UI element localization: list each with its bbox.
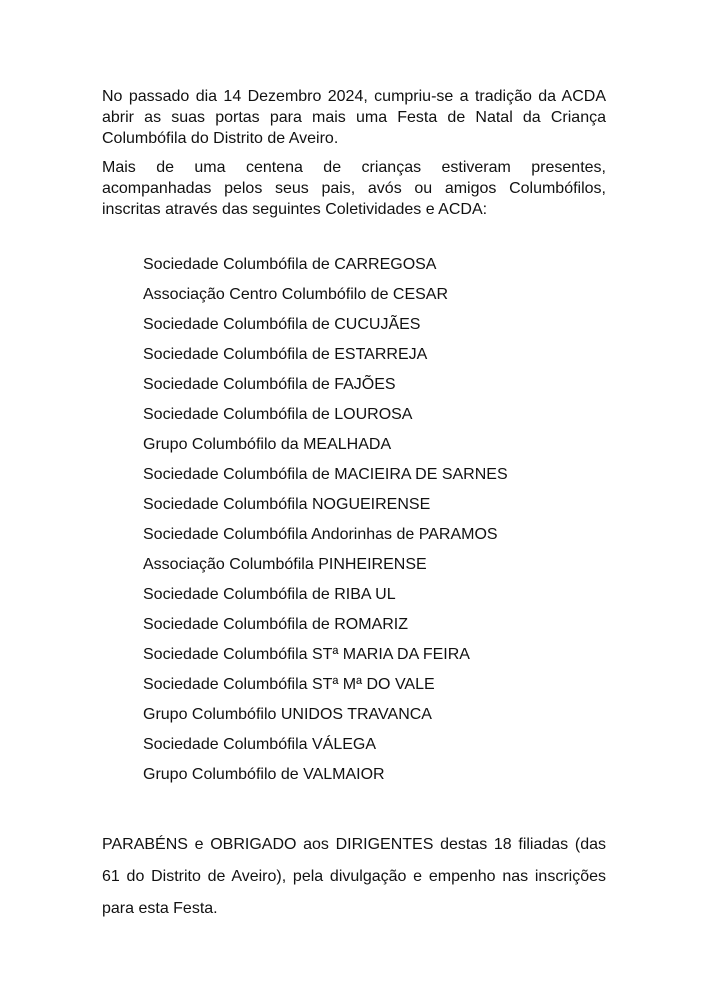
attendance-paragraph: Mais de uma centena de crianças estiveram presentes, acompanhadas pelos seus pais, avós ou amigos Columbófilos, inscritas através das seguintes Coletividades e ACDA: [102,159,606,218]
clubs-list [143,255,508,795]
list-item: Sociedade Columbófila de RIBA UL [143,586,396,603]
list-item: Grupo Columbófilo de VALMAIOR [143,766,385,783]
closing-paragraph: PARABÉNS e OBRIGADO aos DIRIGENTES destas 18 filiadas (das 61 do Distrito de Aveiro), pela divulgação e empenho nas inscrições para esta Festa. [102,836,606,917]
list-item: Sociedade Columbófila VÁLEGA [143,736,377,753]
list-item: Sociedade Columbófila de ESTARREJA [143,346,428,363]
list-item: Sociedade Columbófila de FAJÕES [143,376,396,393]
list-item: Associação Centro Columbófilo de CESAR [143,286,449,303]
list-item: Sociedade Columbófila de CARREGOSA [143,256,437,273]
list-item: Sociedade Columbófila de MACIEIRA DE SARNES [143,466,508,483]
list-item: Sociedade Columbófila Andorinhas de PARAMOS [143,526,498,543]
intro-paragraph: No passado dia 14 Dezembro 2024, cumpriu-se a tradição da ACDA abrir as suas portas para mais uma Festa de Natal da Criança Columbófila do Distrito de Aveiro. [102,88,606,147]
list-item: Sociedade Columbófila de CUCUJÃES [143,316,421,333]
list-item: Sociedade Columbófila STª MARIA DA FEIRA [143,646,470,663]
list-item: Sociedade Columbófila NOGUEIRENSE [143,496,431,513]
list-item: Grupo Columbófilo UNIDOS TRAVANCA [143,706,432,723]
list-item: Grupo Columbófilo da MEALHADA [143,436,392,453]
list-item: Sociedade Columbófila de LOUROSA [143,406,413,423]
list-item: Sociedade Columbófila de ROMARIZ [143,616,409,633]
list-item: Associação Columbófila PINHEIRENSE [143,556,427,573]
list-item: Sociedade Columbófila STª Mª DO VALE [143,676,435,693]
